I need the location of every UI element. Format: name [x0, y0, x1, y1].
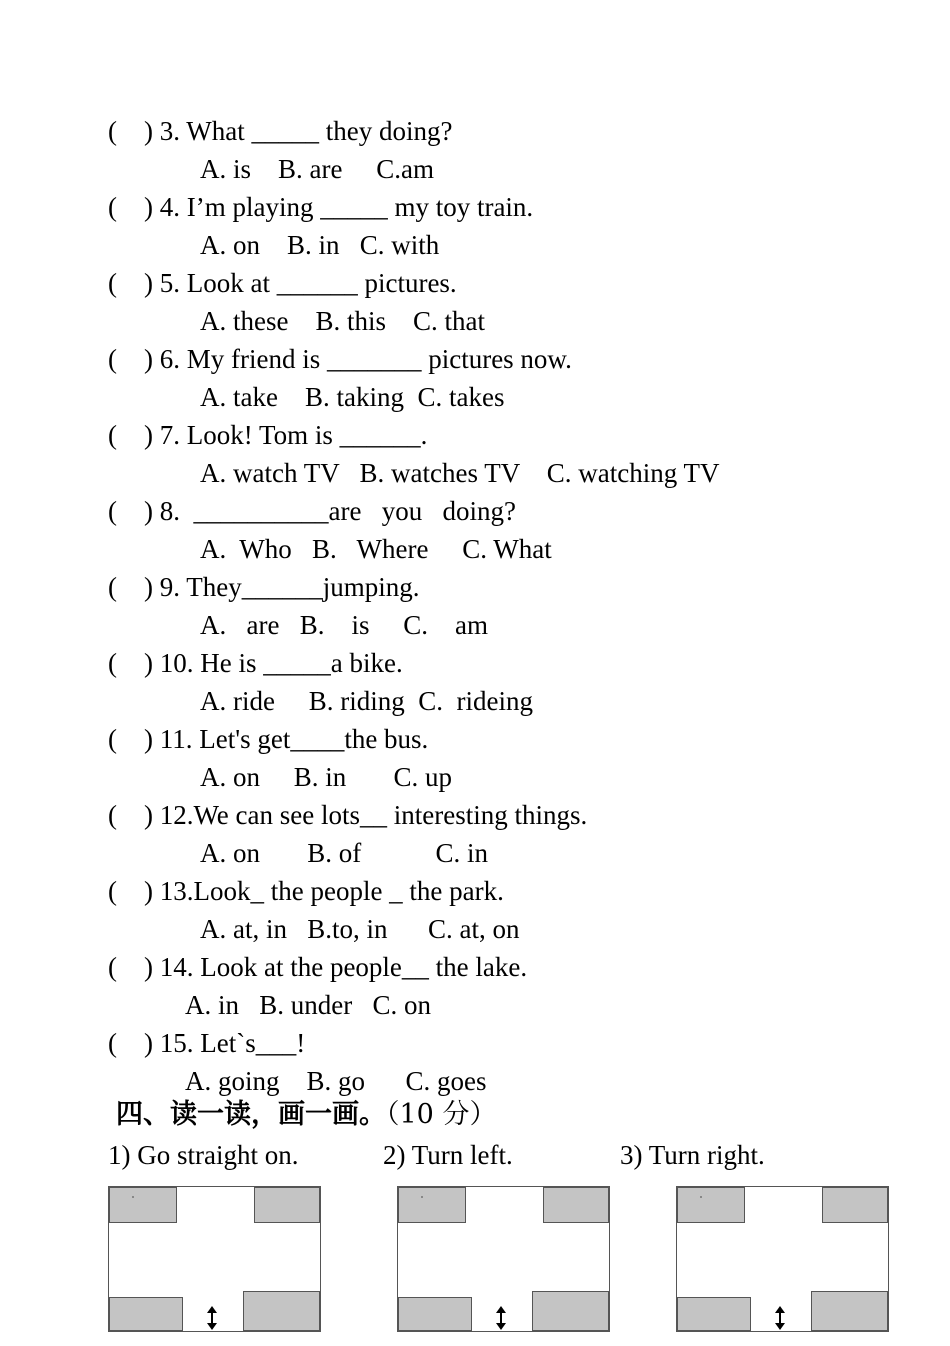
question-11-stem: ( ) 11. Let's get____the bus. [108, 724, 429, 754]
map-block-bottom-left [109, 1297, 183, 1331]
section-score: （10 分） [386, 1099, 497, 1130]
question-9-options: A. are B. is C. am [200, 610, 488, 640]
direction-3: 3) Turn right. [620, 1140, 765, 1170]
question-15-stem: ( ) 15. Let`s___! [108, 1028, 306, 1058]
question-10-stem: ( ) 10. He is _____a bike. [108, 648, 403, 678]
map-block-top-right [254, 1187, 320, 1223]
map-block-top-right [822, 1187, 888, 1223]
question-6-options: A. take B. taking C. takes [200, 382, 505, 412]
question-14-stem: ( ) 14. Look at the people__ the lake. [108, 952, 528, 982]
question-3-options: A. is B. are C.am [200, 154, 434, 184]
map-block-bottom-left [677, 1297, 751, 1331]
question-8-options: A. Who B. Where C. What [200, 534, 552, 564]
question-7-stem: ( ) 7. Look! Tom is ______. [108, 420, 428, 450]
question-11-options: A. on B. in C. up [200, 762, 453, 792]
section-heading [116, 1098, 496, 1132]
map-block-top-right [543, 1187, 609, 1223]
up-down-arrow-icon [773, 1306, 787, 1330]
up-down-arrow-icon [494, 1306, 508, 1330]
direction-1: 1) Go straight on. [108, 1140, 299, 1170]
question-5-stem: ( ) 5. Look at ______ pictures. [108, 268, 457, 298]
direction-2: 2) Turn left. [383, 1140, 513, 1170]
question-4-stem: ( ) 4. I’m playing _____ my toy train. [108, 192, 534, 222]
map-block-top-left [109, 1187, 177, 1223]
map-block-bottom-right [532, 1291, 609, 1331]
question-3-stem: ( ) 3. What _____ they doing? [108, 116, 453, 146]
question-5-options: A. these B. this C. that [200, 306, 485, 336]
map-block-top-left [677, 1187, 745, 1223]
question-7-options: A. watch TV B. watches TV C. watching TV [200, 458, 720, 488]
question-13-options: A. at, in B.to, in C. at, on [200, 914, 520, 944]
question-14-options: A. in B. under C. on [185, 990, 431, 1020]
map-drawing-area-3[interactable] [676, 1186, 889, 1332]
question-15-options: A. going B. go C. goes [185, 1066, 487, 1096]
question-13-stem: ( ) 13.Look_ the people _ the park. [108, 876, 504, 906]
question-12-stem: ( ) 12.We can see lots__ interesting things. [108, 800, 588, 830]
question-12-options: A. on B. of C. in [200, 838, 489, 868]
question-8-stem: ( ) 8. __________are you doing? [108, 496, 516, 526]
map-drawing-area-2[interactable] [397, 1186, 610, 1332]
map-block-bottom-right [243, 1291, 320, 1331]
question-10-options: A. ride B. riding C. rideing [200, 686, 533, 716]
map-drawing-area-1[interactable] [108, 1186, 321, 1332]
map-block-bottom-left [398, 1297, 472, 1331]
up-down-arrow-icon [205, 1306, 219, 1330]
question-9-stem: ( ) 9. They______jumping. [108, 572, 420, 602]
map-block-bottom-right [811, 1291, 888, 1331]
question-6-stem: ( ) 6. My friend is _______ pictures now. [108, 344, 572, 374]
section-title: 四、读一读，画一画。 [116, 1099, 386, 1130]
question-4-options: A. on B. in C. with [200, 230, 440, 260]
map-block-top-left [398, 1187, 466, 1223]
